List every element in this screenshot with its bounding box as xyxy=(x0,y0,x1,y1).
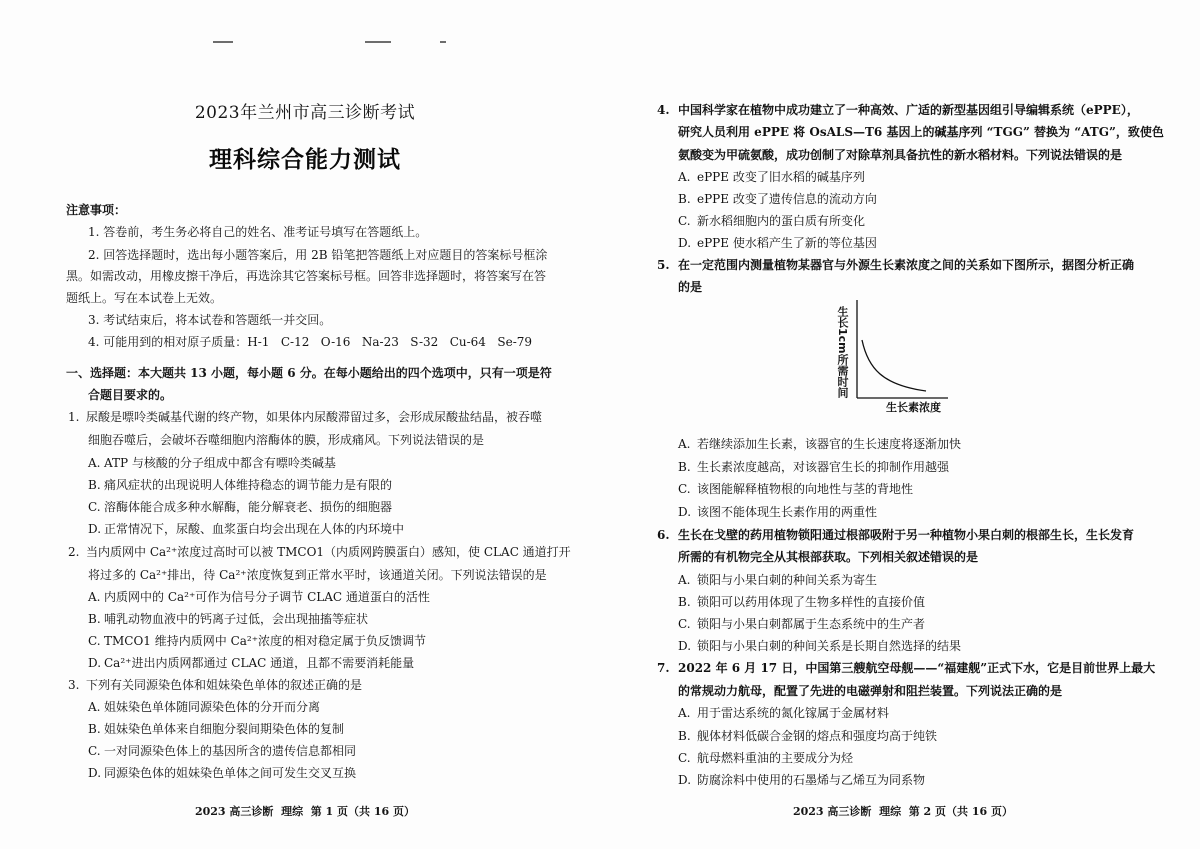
option-label: C. xyxy=(678,214,691,228)
option-text: 一对同源染色体上的基因所含的遗传信息都相同 xyxy=(104,744,357,758)
exam-title: 2023年兰州市高三诊断考试 xyxy=(194,103,416,123)
note-item-line: 3. 考试结束后，将本试卷和答题纸一并交回。 xyxy=(88,313,332,327)
option-label: B. xyxy=(678,595,691,609)
option-text: ATP 与核酸的分子组成中都含有嘌呤类碱基 xyxy=(104,456,336,470)
option-text: 该图能解释植物根的向地性与茎的背地性 xyxy=(697,482,914,496)
option-label: B. xyxy=(678,729,691,743)
y-axis-label: 生长1cm所需时间 xyxy=(836,306,849,398)
option-text: 姐妹染色单体随同源染色体的分开而分离 xyxy=(104,700,321,714)
question-stem-line: 的是 xyxy=(678,280,703,294)
notes-heading: 注意事项： xyxy=(66,203,127,217)
question-number: 7. xyxy=(657,661,670,675)
subject-title: 理科综合能力测试 xyxy=(209,147,401,173)
option-label: D. xyxy=(88,656,102,670)
option-text: 哺乳动物血液中的钙离子过低，会出现抽搐等症状 xyxy=(104,612,369,626)
option-text: 舰体材料低碳合金钢的熔点和强度均高于纯铁 xyxy=(697,729,938,743)
question-stem-line: 研究人员利用 ePPE 将 OsALS—T6 基因上的碱基序列 “TGG” 替换为 “ATG”，致使色 xyxy=(678,125,1164,139)
option-text: 防腐涂料中使用的石墨烯与乙烯互为同系物 xyxy=(697,773,926,787)
question-number: 2. xyxy=(68,545,80,559)
option-label: C. xyxy=(88,634,101,648)
option-text: 同源染色体的姐妹染色单体之间可发生交叉互换 xyxy=(104,766,357,780)
scan-mark xyxy=(440,41,446,43)
option-text: 若继续添加生长素，该器官的生长速度将逐渐加快 xyxy=(697,437,962,451)
option-text: 用于雷达系统的氮化镓属于金属材料 xyxy=(697,706,890,720)
note-item-line: 题纸上。写在本试卷上无效。 xyxy=(66,291,223,305)
option-label: B. xyxy=(88,478,101,492)
option-text: Ca²⁺进出内质网都通过 CLAC 通道，且都不需要消耗能量 xyxy=(104,656,415,670)
option-text: 该图不能体现生长素作用的两重性 xyxy=(697,505,878,519)
note-item-line: 黑。如需改动，用橡皮擦干净后，再选涂其它答案标号框。回答非选择题时，将答案写在答 xyxy=(66,269,547,283)
option-text: TMCO1 维持内质网中 Ca²⁺浓度的相对稳定属于负反馈调节 xyxy=(104,634,427,648)
option-label: D. xyxy=(678,505,692,519)
option-label: C. xyxy=(88,744,101,758)
option-label: D. xyxy=(678,639,692,653)
option-text: ePPE 改变了旧水稻的碱基序列 xyxy=(697,170,865,184)
option-label: B. xyxy=(678,192,691,206)
question-number: 1. xyxy=(68,410,80,424)
option-label: A. xyxy=(678,573,691,587)
question-stem-line: 所需的有机物完全从其根部获取。下列相关叙述错误的是 xyxy=(678,550,979,564)
option-label: C. xyxy=(88,500,101,514)
option-label: A. xyxy=(678,437,691,451)
scan-mark xyxy=(213,41,233,43)
note-item-line: 4. 可能用到的相对原子质量：H-1 C-12 O-16 Na-23 S-32 Cu-64 Se-79 xyxy=(88,335,533,349)
option-text: 姐妹染色单体来自细胞分裂间期染色体的复制 xyxy=(104,722,345,736)
question-stem-line: 当内质网中 Ca²⁺浓度过高时可以被 TMCO1（内质网跨膜蛋白）感知，使 CLAC 通道打开 xyxy=(86,545,571,559)
note-item-line: 2. 回答选择题时，选出每小题答案后，用 2B 铅笔把答题纸上对应题目的答案标号框涂 xyxy=(88,248,548,262)
section-heading-line: 一、选择题：本大题共 13 小题，每小题 6 分。在每小题给出的四个选项中，只有一项是符 xyxy=(66,366,552,380)
option-label: C. xyxy=(678,482,691,496)
option-label: B. xyxy=(88,722,101,736)
question-number: 4. xyxy=(657,103,670,117)
option-label: D. xyxy=(88,766,102,780)
option-text: 痛风症状的出现说明人体维持稳态的调节能力是有限的 xyxy=(104,478,393,492)
question-stem-line: 细胞吞噬后，会破坏吞噬细胞内溶酶体的膜，形成痛风。下列说法错误的是 xyxy=(88,433,485,447)
option-label: A. xyxy=(678,170,691,184)
page-right xyxy=(600,0,1200,849)
option-text: 锁阳与小果白刺的种间关系是长期自然选择的结果 xyxy=(697,639,962,653)
question-stem-line: 尿酸是嘌呤类碱基代谢的终产物，如果体内尿酸滞留过多，会形成尿酸盐结晶，被吞噬 xyxy=(86,410,543,424)
option-label: D. xyxy=(678,773,692,787)
option-text: 锁阳与小果白刺都属于生态系统中的生产者 xyxy=(697,617,926,631)
option-label: B. xyxy=(88,612,101,626)
question-stem-line: 氨酸变为甲硫氨酸，成功创制了对除草剂具备抗性的新水稻材料。下列说法错误的是 xyxy=(678,148,1123,162)
scan-mark xyxy=(365,41,391,43)
option-label: C. xyxy=(678,751,691,765)
option-text: 溶酶体能合成多种水解酶，能分解衰老、损伤的细胞器 xyxy=(104,500,393,514)
question-stem-line: 中国科学家在植物中成功建立了一种高效、广适的新型基因组引导编辑系统（ePPE）， xyxy=(678,103,1139,117)
question-stem-line: 下列有关同源染色体和姐妹染色单体的叙述正确的是 xyxy=(86,678,363,692)
question-stem-line: 将过多的 Ca²⁺排出，待 Ca²⁺浓度恢复到正常水平时，该通道关闭。下列说法错误的是 xyxy=(88,568,547,582)
option-label: D. xyxy=(678,236,692,250)
option-label: A. xyxy=(88,700,101,714)
option-label: A. xyxy=(88,590,101,604)
option-text: 锁阳可以药用体现了生物多样性的直接价值 xyxy=(697,595,926,609)
option-label: A. xyxy=(678,706,691,720)
option-text: 新水稻细胞内的蛋白质有所变化 xyxy=(697,214,866,228)
page-footer: 2023 高三诊断 理综 第 1 页（共 16 页） xyxy=(194,805,416,818)
option-text: ePPE 改变了遗传信息的流动方向 xyxy=(697,192,877,206)
question-stem-line: 的常规动力航母，配置了先进的电磁弹射和阻拦装置。下列说法正确的是 xyxy=(678,684,1063,698)
question-number: 5. xyxy=(657,258,670,272)
option-label: C. xyxy=(678,617,691,631)
note-item-line: 1. 答卷前，考生务必将自己的姓名、准考证号填写在答题纸上。 xyxy=(88,225,428,239)
section-heading-line: 合题目要求的。 xyxy=(88,388,173,402)
option-text: 航母燃料重油的主要成分为烃 xyxy=(697,751,854,765)
response-curve xyxy=(862,340,926,391)
question-stem-line: 在一定范围内测量植物某器官与外源生长素浓度之间的关系如下图所示，据图分析正确 xyxy=(678,258,1135,272)
question-number: 3. xyxy=(68,678,80,692)
question-stem-line: 生长在戈壁的药用植物锁阳通过根部吸附于另一种植物小果白刺的根部生长，生长发育 xyxy=(678,528,1135,542)
option-text: 正常情况下，尿酸、血浆蛋白均会出现在人体的内环境中 xyxy=(104,522,405,536)
option-label: A. xyxy=(88,456,101,470)
option-text: 内质网中的 Ca²⁺可作为信号分子调节 CLAC 通道蛋白的活性 xyxy=(104,590,430,604)
option-text: 生长素浓度越高，对该器官生长的抑制作用越强 xyxy=(697,460,950,474)
question-number: 6. xyxy=(657,528,670,542)
option-text: 锁阳与小果白刺的种间关系为寄生 xyxy=(697,573,878,587)
page-footer: 2023 高三诊断 理综 第 2 页（共 16 页） xyxy=(792,805,1014,818)
option-label: B. xyxy=(678,460,691,474)
question-stem-line: 2022 年 6 月 17 日，中国第三艘航空母舰——“福建舰”正式下水，它是目前世界上最大 xyxy=(678,661,1156,675)
option-label: D. xyxy=(88,522,102,536)
option-text: ePPE 使水稻产生了新的等位基因 xyxy=(697,236,877,250)
x-axis-label: 生长素浓度 xyxy=(886,401,941,414)
